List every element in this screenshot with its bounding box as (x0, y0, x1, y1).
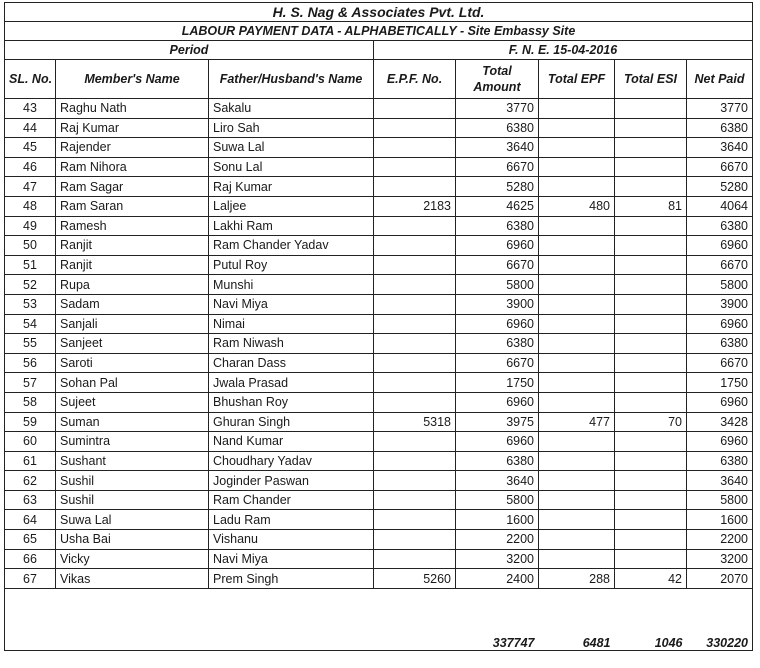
cell-epf-no (374, 216, 456, 236)
cell-father-name: Jwala Prasad (209, 373, 374, 393)
cell-total-epf (539, 510, 615, 530)
cell-total-esi (615, 353, 687, 373)
cell-sl-no: 54 (5, 314, 56, 334)
cell-father-name: Ram Chander Yadav (209, 236, 374, 256)
cell-epf-no (374, 471, 456, 491)
cell-net-paid: 3200 (687, 549, 753, 569)
cell-total-epf (539, 157, 615, 177)
cell-epf-no (374, 510, 456, 530)
cell-total-esi (615, 177, 687, 197)
cell-epf-no (374, 236, 456, 256)
col-header-total-esi: Total ESI (615, 60, 687, 99)
cell-sl-no: 55 (5, 334, 56, 354)
cell-total-amount: 6670 (456, 353, 539, 373)
table-row (5, 569, 753, 589)
cell-epf-no (374, 373, 456, 393)
cell-father-name: Ladu Ram (209, 510, 374, 530)
cell-total-epf (539, 530, 615, 550)
cell-total-amount: 6960 (456, 236, 539, 256)
cell-total-esi (615, 510, 687, 530)
cell-total-esi (615, 99, 687, 119)
cell-net-paid: 6960 (687, 314, 753, 334)
col-header-member: Member's Name (56, 60, 209, 99)
cell-total-esi (615, 138, 687, 158)
cell-net-paid: 6380 (687, 118, 753, 138)
cell-total-epf (539, 432, 615, 452)
cell-total-amount: 5280 (456, 177, 539, 197)
cell-total-esi (615, 157, 687, 177)
cell-sl-no: 64 (5, 510, 56, 530)
cell-father-name: Sakalu (209, 99, 374, 119)
table-row (5, 392, 753, 412)
cell-epf-no (374, 177, 456, 197)
table-body (5, 3, 753, 651)
cell-member-name: Rajender (56, 138, 209, 158)
cell-sl-no: 63 (5, 490, 56, 510)
cell-member-name: Sadam (56, 294, 209, 314)
cell-total-amount: 1600 (456, 510, 539, 530)
table-row (5, 373, 753, 393)
cell-total-epf (539, 471, 615, 491)
table-row (5, 138, 753, 158)
table-row (5, 412, 753, 432)
cell-epf-no (374, 530, 456, 550)
col-header-total-amount (456, 60, 539, 99)
cell-member-name: Suman (56, 412, 209, 432)
cell-father-name: Suwa Lal (209, 138, 374, 158)
cell-sl-no: 49 (5, 216, 56, 236)
table-row (5, 177, 753, 197)
cell-member-name: Sanjeet (56, 334, 209, 354)
cell-total-epf (539, 275, 615, 295)
cell-epf-no (374, 353, 456, 373)
payment-sheet (4, 2, 752, 664)
cell-member-name: Suwa Lal (56, 510, 209, 530)
cell-total-amount: 5800 (456, 275, 539, 295)
cell-total-esi (615, 236, 687, 256)
table-row (5, 549, 753, 569)
table-row (5, 294, 753, 314)
cell-total-esi (615, 118, 687, 138)
net-paid-sum: 330220 (687, 588, 753, 650)
report-title: LABOUR PAYMENT DATA - ALPHABETICALLY - Site Embassy Site (5, 22, 753, 41)
cell-total-amount: 6380 (456, 451, 539, 471)
cell-total-amount: 6960 (456, 314, 539, 334)
cell-net-paid: 6380 (687, 451, 753, 471)
cell-father-name: Lakhi Ram (209, 216, 374, 236)
cell-net-paid: 2200 (687, 530, 753, 550)
cell-epf-no (374, 138, 456, 158)
cell-total-epf (539, 549, 615, 569)
cell-total-epf (539, 373, 615, 393)
total-amount-sum: 337747 (456, 588, 539, 650)
cell-member-name: Vikas (56, 569, 209, 589)
cell-sl-no: 60 (5, 432, 56, 452)
cell-total-esi (615, 471, 687, 491)
cell-father-name: Laljee (209, 196, 374, 216)
cell-total-esi: 42 (615, 569, 687, 589)
cell-member-name: Raghu Nath (56, 99, 209, 119)
table-row (5, 255, 753, 275)
total-epf-sum: 6481 (539, 588, 615, 650)
cell-father-name: Nimai (209, 314, 374, 334)
cell-total-esi (615, 373, 687, 393)
cell-member-name: Sanjali (56, 314, 209, 334)
cell-member-name: Ram Saran (56, 196, 209, 216)
table-row (5, 275, 753, 295)
cell-father-name: Choudhary Yadav (209, 451, 374, 471)
cell-net-paid: 2070 (687, 569, 753, 589)
cell-epf-no (374, 490, 456, 510)
cell-member-name: Sushil (56, 490, 209, 510)
cell-sl-no: 50 (5, 236, 56, 256)
table-row (5, 236, 753, 256)
cell-total-epf (539, 255, 615, 275)
cell-total-amount: 2400 (456, 569, 539, 589)
cell-net-paid: 6380 (687, 334, 753, 354)
cell-epf-no (374, 451, 456, 471)
cell-total-epf (539, 314, 615, 334)
col-header-total-line1: Total (482, 64, 512, 78)
cell-father-name: Nand Kumar (209, 432, 374, 452)
cell-member-name: Ranjit (56, 255, 209, 275)
cell-epf-no: 5260 (374, 569, 456, 589)
company-name: H. S. Nag & Associates Pvt. Ltd. (5, 3, 753, 22)
cell-net-paid: 6960 (687, 392, 753, 412)
cell-total-epf (539, 334, 615, 354)
table-row (5, 334, 753, 354)
cell-total-amount: 6670 (456, 157, 539, 177)
cell-net-paid: 5280 (687, 177, 753, 197)
cell-total-esi: 81 (615, 196, 687, 216)
col-header-total-line2: Amount (473, 80, 521, 94)
cell-epf-no (374, 549, 456, 569)
cell-epf-no (374, 255, 456, 275)
cell-father-name: Navi Miya (209, 294, 374, 314)
cell-total-amount: 2200 (456, 530, 539, 550)
cell-total-amount: 6380 (456, 334, 539, 354)
cell-member-name: Ram Sagar (56, 177, 209, 197)
cell-member-name: Sushil (56, 471, 209, 491)
cell-father-name: Ghuran Singh (209, 412, 374, 432)
table-row (5, 157, 753, 177)
cell-father-name: Putul Roy (209, 255, 374, 275)
cell-total-amount: 6380 (456, 216, 539, 236)
total-esi-sum: 1046 (615, 588, 687, 650)
cell-epf-no (374, 294, 456, 314)
cell-father-name: Charan Dass (209, 353, 374, 373)
cell-net-paid: 3770 (687, 99, 753, 119)
cell-net-paid: 6670 (687, 255, 753, 275)
cell-total-esi (615, 392, 687, 412)
cell-total-amount: 6380 (456, 118, 539, 138)
cell-member-name: Sohan Pal (56, 373, 209, 393)
cell-sl-no: 43 (5, 99, 56, 119)
cell-sl-no: 56 (5, 353, 56, 373)
cell-epf-no (374, 99, 456, 119)
cell-member-name: Rupa (56, 275, 209, 295)
cell-member-name: Sumintra (56, 432, 209, 452)
cell-total-esi (615, 490, 687, 510)
cell-total-esi (615, 294, 687, 314)
cell-father-name: Sonu Lal (209, 157, 374, 177)
col-header-net-paid: Net Paid (687, 60, 753, 99)
cell-member-name: Raj Kumar (56, 118, 209, 138)
cell-epf-no (374, 432, 456, 452)
cell-total-amount: 3900 (456, 294, 539, 314)
cell-net-paid: 5800 (687, 490, 753, 510)
cell-total-amount: 3640 (456, 471, 539, 491)
cell-total-epf (539, 118, 615, 138)
cell-total-amount: 6960 (456, 432, 539, 452)
table-row (5, 530, 753, 550)
cell-total-epf: 477 (539, 412, 615, 432)
cell-father-name: Vishanu (209, 530, 374, 550)
cell-total-epf (539, 392, 615, 412)
cell-epf-no (374, 275, 456, 295)
cell-total-amount: 6960 (456, 392, 539, 412)
cell-epf-no (374, 392, 456, 412)
table-row (5, 353, 753, 373)
cell-member-name: Vicky (56, 549, 209, 569)
cell-total-epf: 480 (539, 196, 615, 216)
cell-sl-no: 58 (5, 392, 56, 412)
cell-epf-no: 5318 (374, 412, 456, 432)
cell-sl-no: 44 (5, 118, 56, 138)
cell-epf-no (374, 334, 456, 354)
table-row (5, 451, 753, 471)
cell-total-epf (539, 294, 615, 314)
cell-net-paid: 3428 (687, 412, 753, 432)
period-label: Period (5, 41, 374, 60)
cell-sl-no: 48 (5, 196, 56, 216)
cell-net-paid: 6960 (687, 432, 753, 452)
cell-sl-no: 46 (5, 157, 56, 177)
cell-father-name: Raj Kumar (209, 177, 374, 197)
cell-sl-no: 67 (5, 569, 56, 589)
cell-father-name: Ram Chander (209, 490, 374, 510)
cell-total-amount: 1750 (456, 373, 539, 393)
cell-sl-no: 51 (5, 255, 56, 275)
cell-net-paid: 1750 (687, 373, 753, 393)
cell-total-epf (539, 490, 615, 510)
cell-member-name: Sujeet (56, 392, 209, 412)
cell-father-name: Joginder Paswan (209, 471, 374, 491)
cell-total-epf: 288 (539, 569, 615, 589)
col-header-epf-no: E.P.F. No. (374, 60, 456, 99)
table-row (5, 432, 753, 452)
cell-net-paid: 3640 (687, 138, 753, 158)
cell-net-paid: 3640 (687, 471, 753, 491)
cell-sl-no: 62 (5, 471, 56, 491)
table-row (5, 510, 753, 530)
totals-row (5, 588, 753, 650)
cell-father-name: Bhushan Roy (209, 392, 374, 412)
cell-father-name: Navi Miya (209, 549, 374, 569)
cell-net-paid: 6670 (687, 157, 753, 177)
cell-net-paid: 3900 (687, 294, 753, 314)
cell-father-name: Liro Sah (209, 118, 374, 138)
cell-total-amount: 5800 (456, 490, 539, 510)
cell-net-paid: 6960 (687, 236, 753, 256)
cell-sl-no: 47 (5, 177, 56, 197)
cell-total-esi (615, 275, 687, 295)
cell-total-esi (615, 549, 687, 569)
cell-epf-no (374, 314, 456, 334)
table-row (5, 471, 753, 491)
cell-sl-no: 59 (5, 412, 56, 432)
labour-payment-table (4, 2, 753, 651)
cell-father-name: Prem Singh (209, 569, 374, 589)
cell-net-paid: 5800 (687, 275, 753, 295)
col-header-sl: SL. No. (5, 60, 56, 99)
cell-total-esi (615, 255, 687, 275)
cell-sl-no: 61 (5, 451, 56, 471)
cell-member-name: Ranjit (56, 236, 209, 256)
cell-total-epf (539, 353, 615, 373)
col-header-father: Father/Husband's Name (209, 60, 374, 99)
cell-sl-no: 65 (5, 530, 56, 550)
cell-member-name: Ram Nihora (56, 157, 209, 177)
cell-net-paid: 6380 (687, 216, 753, 236)
cell-total-amount: 3200 (456, 549, 539, 569)
cell-total-epf (539, 451, 615, 471)
table-row (5, 99, 753, 119)
cell-total-esi (615, 216, 687, 236)
cell-net-paid: 4064 (687, 196, 753, 216)
cell-net-paid: 1600 (687, 510, 753, 530)
table-row (5, 118, 753, 138)
cell-sl-no: 66 (5, 549, 56, 569)
cell-total-esi (615, 530, 687, 550)
cell-total-amount: 4625 (456, 196, 539, 216)
cell-total-amount: 3640 (456, 138, 539, 158)
cell-total-esi (615, 432, 687, 452)
cell-total-esi (615, 451, 687, 471)
table-row (5, 196, 753, 216)
cell-total-amount: 3770 (456, 99, 539, 119)
cell-father-name: Munshi (209, 275, 374, 295)
cell-total-esi (615, 334, 687, 354)
cell-total-epf (539, 177, 615, 197)
cell-member-name: Saroti (56, 353, 209, 373)
totals-spacer (5, 588, 456, 650)
table-row (5, 314, 753, 334)
cell-total-epf (539, 236, 615, 256)
cell-member-name: Usha Bai (56, 530, 209, 550)
table-row (5, 490, 753, 510)
fne-label: F. N. E. 15-04-2016 (374, 41, 753, 60)
cell-net-paid: 6670 (687, 353, 753, 373)
cell-total-amount: 3975 (456, 412, 539, 432)
cell-member-name: Ramesh (56, 216, 209, 236)
cell-sl-no: 53 (5, 294, 56, 314)
cell-epf-no (374, 118, 456, 138)
cell-epf-no (374, 157, 456, 177)
cell-total-epf (539, 138, 615, 158)
cell-total-amount: 6670 (456, 255, 539, 275)
cell-total-epf (539, 216, 615, 236)
cell-total-esi (615, 314, 687, 334)
cell-sl-no: 45 (5, 138, 56, 158)
cell-total-epf (539, 99, 615, 119)
cell-epf-no: 2183 (374, 196, 456, 216)
cell-father-name: Ram Niwash (209, 334, 374, 354)
cell-sl-no: 52 (5, 275, 56, 295)
table-row (5, 216, 753, 236)
column-header-row (5, 60, 753, 99)
cell-total-esi: 70 (615, 412, 687, 432)
col-header-total-epf: Total EPF (539, 60, 615, 99)
cell-sl-no: 57 (5, 373, 56, 393)
cell-member-name: Sushant (56, 451, 209, 471)
